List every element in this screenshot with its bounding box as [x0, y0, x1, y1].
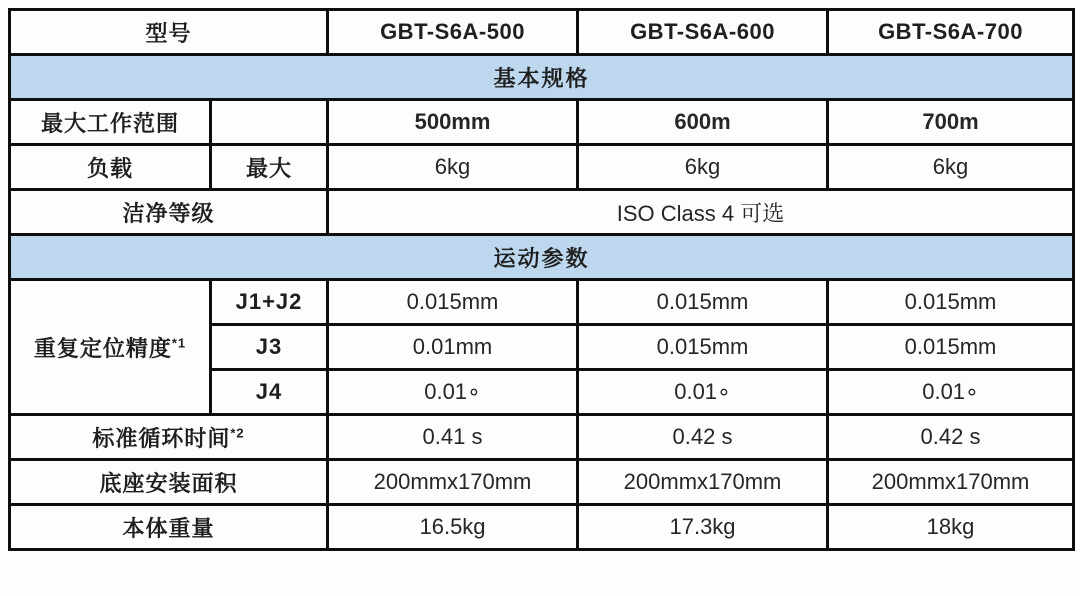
- repeatability-footnote-marker: *1: [171, 335, 187, 351]
- max-range-label: 最大工作范围: [10, 100, 211, 145]
- repeatability-j3-value-700: 0.015mm: [828, 325, 1074, 370]
- base-area-row: [10, 460, 1074, 505]
- max-range-row: [10, 100, 1074, 145]
- body-weight-value-600: 17.3kg: [578, 505, 828, 550]
- cycle-time-label-text: 标准循环时间: [92, 425, 231, 451]
- cycle-time-value-600: 0.42 s: [578, 415, 828, 460]
- cycle-time-label: [10, 415, 328, 460]
- repeatability-label-text: 重复定位精度: [33, 335, 172, 361]
- repeatability-j1j2-row: [10, 280, 1074, 325]
- section-title-motion: 运动参数: [10, 235, 1074, 280]
- body-weight-label: 本体重量: [10, 505, 328, 550]
- cleanliness-row: [10, 190, 1074, 235]
- repeatability-j4-value-600: 0.01∘: [578, 370, 828, 415]
- max-range-value-500: 500mm: [328, 100, 578, 145]
- joint-label-j4: J4: [211, 370, 328, 415]
- model-name-600: GBT-S6A-600: [578, 10, 828, 55]
- model-header-row: [10, 10, 1074, 55]
- payload-value-500: 6kg: [328, 145, 578, 190]
- section-header-motion-row: [10, 235, 1074, 280]
- joint-label-j1j2: J1+J2: [211, 280, 328, 325]
- model-name-700: GBT-S6A-700: [828, 10, 1074, 55]
- body-weight-value-700: 18kg: [828, 505, 1074, 550]
- repeatability-j1j2-value-600: 0.015mm: [578, 280, 828, 325]
- cycle-time-value-700: 0.42 s: [828, 415, 1074, 460]
- max-range-value-700: 700m: [828, 100, 1074, 145]
- joint-label-j3: J3: [211, 325, 328, 370]
- cycle-time-row: [10, 415, 1074, 460]
- cycle-time-footnote-marker: *2: [230, 425, 245, 441]
- cleanliness-value: ISO Class 4 可选: [328, 190, 1074, 235]
- repeatability-j4-value-500: 0.01∘: [328, 370, 578, 415]
- repeatability-j1j2-value-500: 0.015mm: [328, 280, 578, 325]
- base-area-value-500: 200mmx170mm: [328, 460, 578, 505]
- repeatability-j1j2-value-700: 0.015mm: [828, 280, 1074, 325]
- section-header-basic-row: [10, 55, 1074, 100]
- payload-sub-label: 最大: [211, 145, 328, 190]
- robot-spec-table: [8, 8, 1075, 551]
- body-weight-value-500: 16.5kg: [328, 505, 578, 550]
- repeatability-j4-value-700: 0.01∘: [828, 370, 1074, 415]
- base-area-value-700: 200mmx170mm: [828, 460, 1074, 505]
- repeatability-label: [10, 280, 211, 415]
- model-label-cell: 型号: [10, 10, 328, 55]
- section-title-basic: 基本规格: [10, 55, 1074, 100]
- payload-value-600: 6kg: [578, 145, 828, 190]
- payload-value-700: 6kg: [828, 145, 1074, 190]
- max-range-value-600: 600m: [578, 100, 828, 145]
- payload-row: [10, 145, 1074, 190]
- model-name-500: GBT-S6A-500: [328, 10, 578, 55]
- repeatability-j3-value-600: 0.015mm: [578, 325, 828, 370]
- payload-label: 负载: [10, 145, 211, 190]
- base-area-label: 底座安装面积: [10, 460, 328, 505]
- body-weight-row: [10, 505, 1074, 550]
- cycle-time-value-500: 0.41 s: [328, 415, 578, 460]
- base-area-value-600: 200mmx170mm: [578, 460, 828, 505]
- max-range-sub-empty-cell: [211, 100, 328, 145]
- cleanliness-label: 洁净等级: [10, 190, 328, 235]
- repeatability-j3-value-500: 0.01mm: [328, 325, 578, 370]
